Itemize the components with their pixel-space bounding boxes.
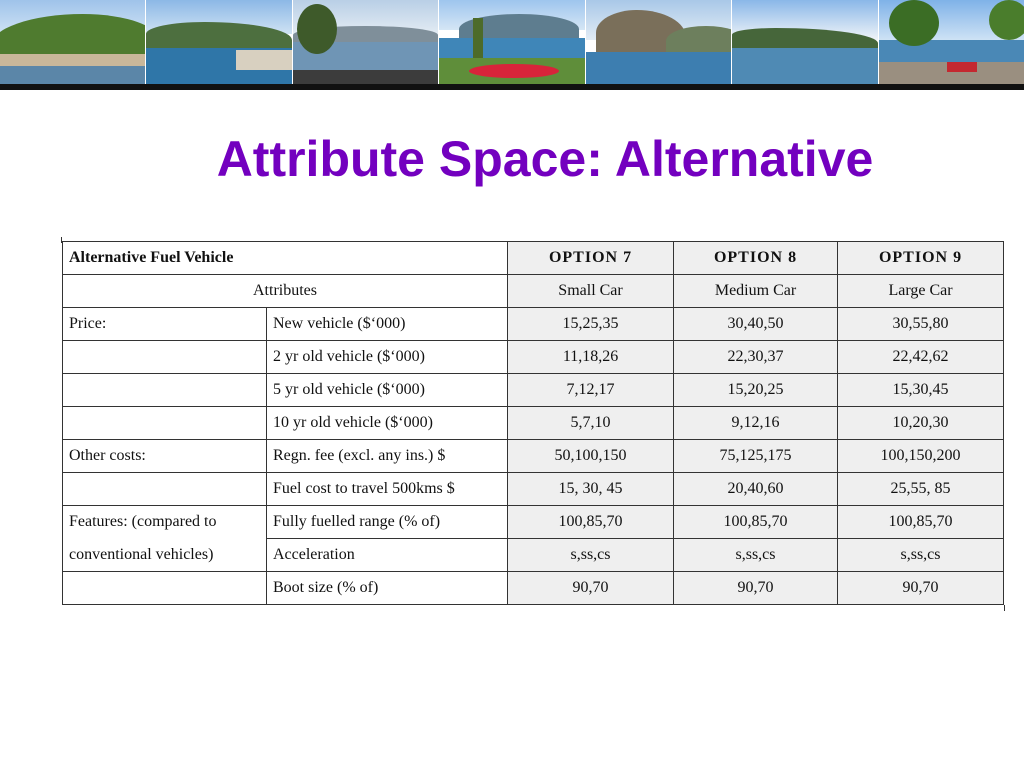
option-7-value-cell: s,ss,cs — [508, 539, 674, 572]
attribute-label-cell: Regn. fee (excl. any ins.) $ — [267, 440, 508, 473]
table-header-row — [63, 242, 1004, 275]
attribute-label-cell: 5 yr old vehicle ($‘000) — [267, 374, 508, 407]
option-7-header: OPTION 7 — [508, 242, 674, 275]
table-row — [63, 407, 1004, 440]
option-8-value-cell: 30,40,50 — [674, 308, 838, 341]
attributes-label: Attributes — [63, 275, 508, 308]
table-row — [63, 440, 1004, 473]
option-9-value-cell: 30,55,80 — [838, 308, 1004, 341]
group-label-cell — [63, 407, 267, 440]
attribute-table-container — [62, 241, 1003, 605]
option-9-value-cell: 10,20,30 — [838, 407, 1004, 440]
option-8-header: OPTION 8 — [674, 242, 838, 275]
option-9-value-cell: s,ss,cs — [838, 539, 1004, 572]
option-7-value-cell: 90,70 — [508, 572, 674, 605]
attribute-label-cell: Acceleration — [267, 539, 508, 572]
table-corner-mark — [1004, 605, 1005, 611]
attribute-label-cell: Boot size (% of) — [267, 572, 508, 605]
lakeside-walk-photo — [878, 0, 1024, 84]
lake-town-photo — [145, 0, 291, 84]
option-9-value-cell: 15,30,45 — [838, 374, 1004, 407]
table-corner-mark — [61, 237, 62, 243]
table-row — [63, 374, 1004, 407]
option-8-value-cell: 22,30,37 — [674, 341, 838, 374]
option-9-value-cell: 25,55, 85 — [838, 473, 1004, 506]
garden-lake-photo — [438, 0, 584, 84]
attribute-label-cell: 2 yr old vehicle ($‘000) — [267, 341, 508, 374]
group-label-cell: Other costs: — [63, 440, 267, 473]
group-label-cell: Price: — [63, 308, 267, 341]
attribute-label-cell: Fuel cost to travel 500kms $ — [267, 473, 508, 506]
group-label-cell: conventional vehicles) — [63, 539, 267, 572]
table-subheader-row — [63, 275, 1004, 308]
option-8-value-cell: 90,70 — [674, 572, 838, 605]
attribute-label-cell: 10 yr old vehicle ($‘000) — [267, 407, 508, 440]
option-7-value-cell: 100,85,70 — [508, 506, 674, 539]
option-8-value-cell: 9,12,16 — [674, 407, 838, 440]
group-label-cell — [63, 341, 267, 374]
table-row — [63, 539, 1004, 572]
group-label-cell — [63, 374, 267, 407]
group-label-cell — [63, 473, 267, 506]
photo-banner — [0, 0, 1024, 84]
slide-title: Attribute Space: Alternative — [216, 131, 874, 187]
option-9-value-cell: 22,42,62 — [838, 341, 1004, 374]
option-7-value-cell: 7,12,17 — [508, 374, 674, 407]
option-7-value-cell: 15, 30, 45 — [508, 473, 674, 506]
option-7-value-cell: 50,100,150 — [508, 440, 674, 473]
hilltop-village-photo — [0, 0, 145, 84]
small-car-label: Small Car — [508, 275, 674, 308]
option-8-value-cell: 100,85,70 — [674, 506, 838, 539]
attribute-label-cell: New vehicle ($‘000) — [267, 308, 508, 341]
mountain-lake-photo — [585, 0, 731, 84]
option-9-value-cell: 100,150,200 — [838, 440, 1004, 473]
option-7-value-cell: 5,7,10 — [508, 407, 674, 440]
group-label-cell: Features: (compared to — [63, 506, 267, 539]
option-8-value-cell: 15,20,25 — [674, 374, 838, 407]
table-row — [63, 572, 1004, 605]
promenade-photo — [292, 0, 438, 84]
option-8-value-cell: 20,40,60 — [674, 473, 838, 506]
option-7-value-cell: 11,18,26 — [508, 341, 674, 374]
large-car-label: Large Car — [838, 275, 1004, 308]
attribute-label-cell: Fully fuelled range (% of) — [267, 506, 508, 539]
option-7-value-cell: 15,25,35 — [508, 308, 674, 341]
table-row — [63, 473, 1004, 506]
group-label-cell — [63, 572, 267, 605]
table-row — [63, 308, 1004, 341]
option-9-header: OPTION 9 — [838, 242, 1004, 275]
option-9-value-cell: 100,85,70 — [838, 506, 1004, 539]
banner-divider — [0, 84, 1024, 90]
table-row — [63, 506, 1004, 539]
option-9-value-cell: 90,70 — [838, 572, 1004, 605]
bay-panorama-photo — [731, 0, 877, 84]
medium-car-label: Medium Car — [674, 275, 838, 308]
option-8-value-cell: s,ss,cs — [674, 539, 838, 572]
attribute-table — [62, 241, 1004, 605]
table-title-cell: Alternative Fuel Vehicle — [63, 242, 508, 275]
table-row — [63, 341, 1004, 374]
option-8-value-cell: 75,125,175 — [674, 440, 838, 473]
